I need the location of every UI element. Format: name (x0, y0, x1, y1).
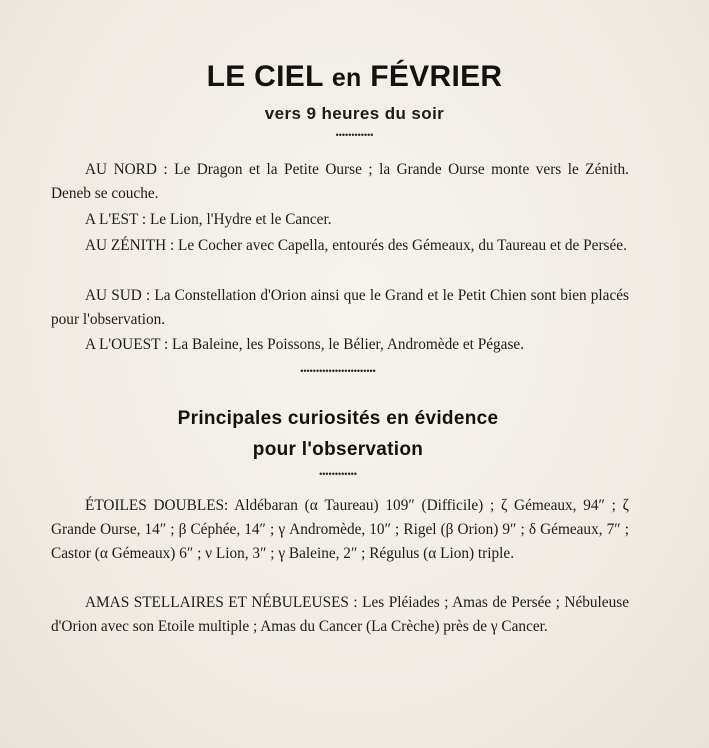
sky-zenith (51, 234, 629, 258)
title-en: en (331, 64, 362, 92)
sky-west (51, 333, 629, 357)
sky-zenith-text: AU ZÉNITH : Le Cocher avec Capella, entourés des Gémeaux, du Taureau et de Persée. (85, 237, 627, 254)
etoiles-doubles-text: ÉTOILES DOUBLES: Aldébaran (α Taureau) 109″ (Difficile) ; ζ Gémeaux, 94″ ; ζ Grande Ourse, 14″ ; β Céphée, 14″ ; γ Andromède, 10″ ; Rigel (β Orion) 9″ ; δ Gémeaux, 7″ ; Castor (α Gémeaux) 6″ ; ν Lion, 3″ ; γ Baleine, 2″ ; Régulus (α Lion) triple. (51, 497, 629, 562)
sky-east-text: A L'EST : Le Lion, l'Hydre et le Cancer. (85, 211, 332, 228)
sky-west-text: A L'OUEST : La Baleine, les Poissons, le Bélier, Andromède et Pégase. (85, 336, 525, 353)
separator-long: •••••••••••••••••••••••• (300, 366, 376, 376)
section-heading-line2: pour l'observation (252, 439, 424, 460)
title-month: FÉVRIER (370, 60, 503, 93)
etoiles-doubles (51, 494, 629, 566)
title-main: LE CIEL (206, 60, 324, 93)
sky-north (51, 158, 629, 206)
separator-dots-2: •••••••••••• (319, 469, 357, 479)
sky-north-text: AU NORD : Le Dragon et la Petite Ourse ; la Grande Ourse monte vers le Zénith. Deneb se couche. (51, 161, 629, 202)
section-heading-line1: Principales curiosités en évidence (177, 408, 499, 429)
separator-dots: •••••••••••• (335, 130, 374, 140)
page-title (0, 60, 709, 94)
amas-nebuleuses-text: AMAS STELLAIRES ET NÉBULEUSES : Les Pléiades ; Amas de Persée ; Nébuleuse d'Orion avec son Etoile multiple ; Amas du Cancer (La Crèche) près de γ Cancer. (51, 594, 629, 635)
page-subtitle: vers 9 heures du soir (264, 104, 445, 123)
amas-nebuleuses (51, 591, 629, 639)
sky-south (51, 284, 629, 332)
sky-east (51, 208, 629, 232)
sky-south-text: AU SUD : La Constellation d'Orion ainsi que le Grand et le Petit Chien sont bien placés pour l'observation. (51, 287, 629, 328)
